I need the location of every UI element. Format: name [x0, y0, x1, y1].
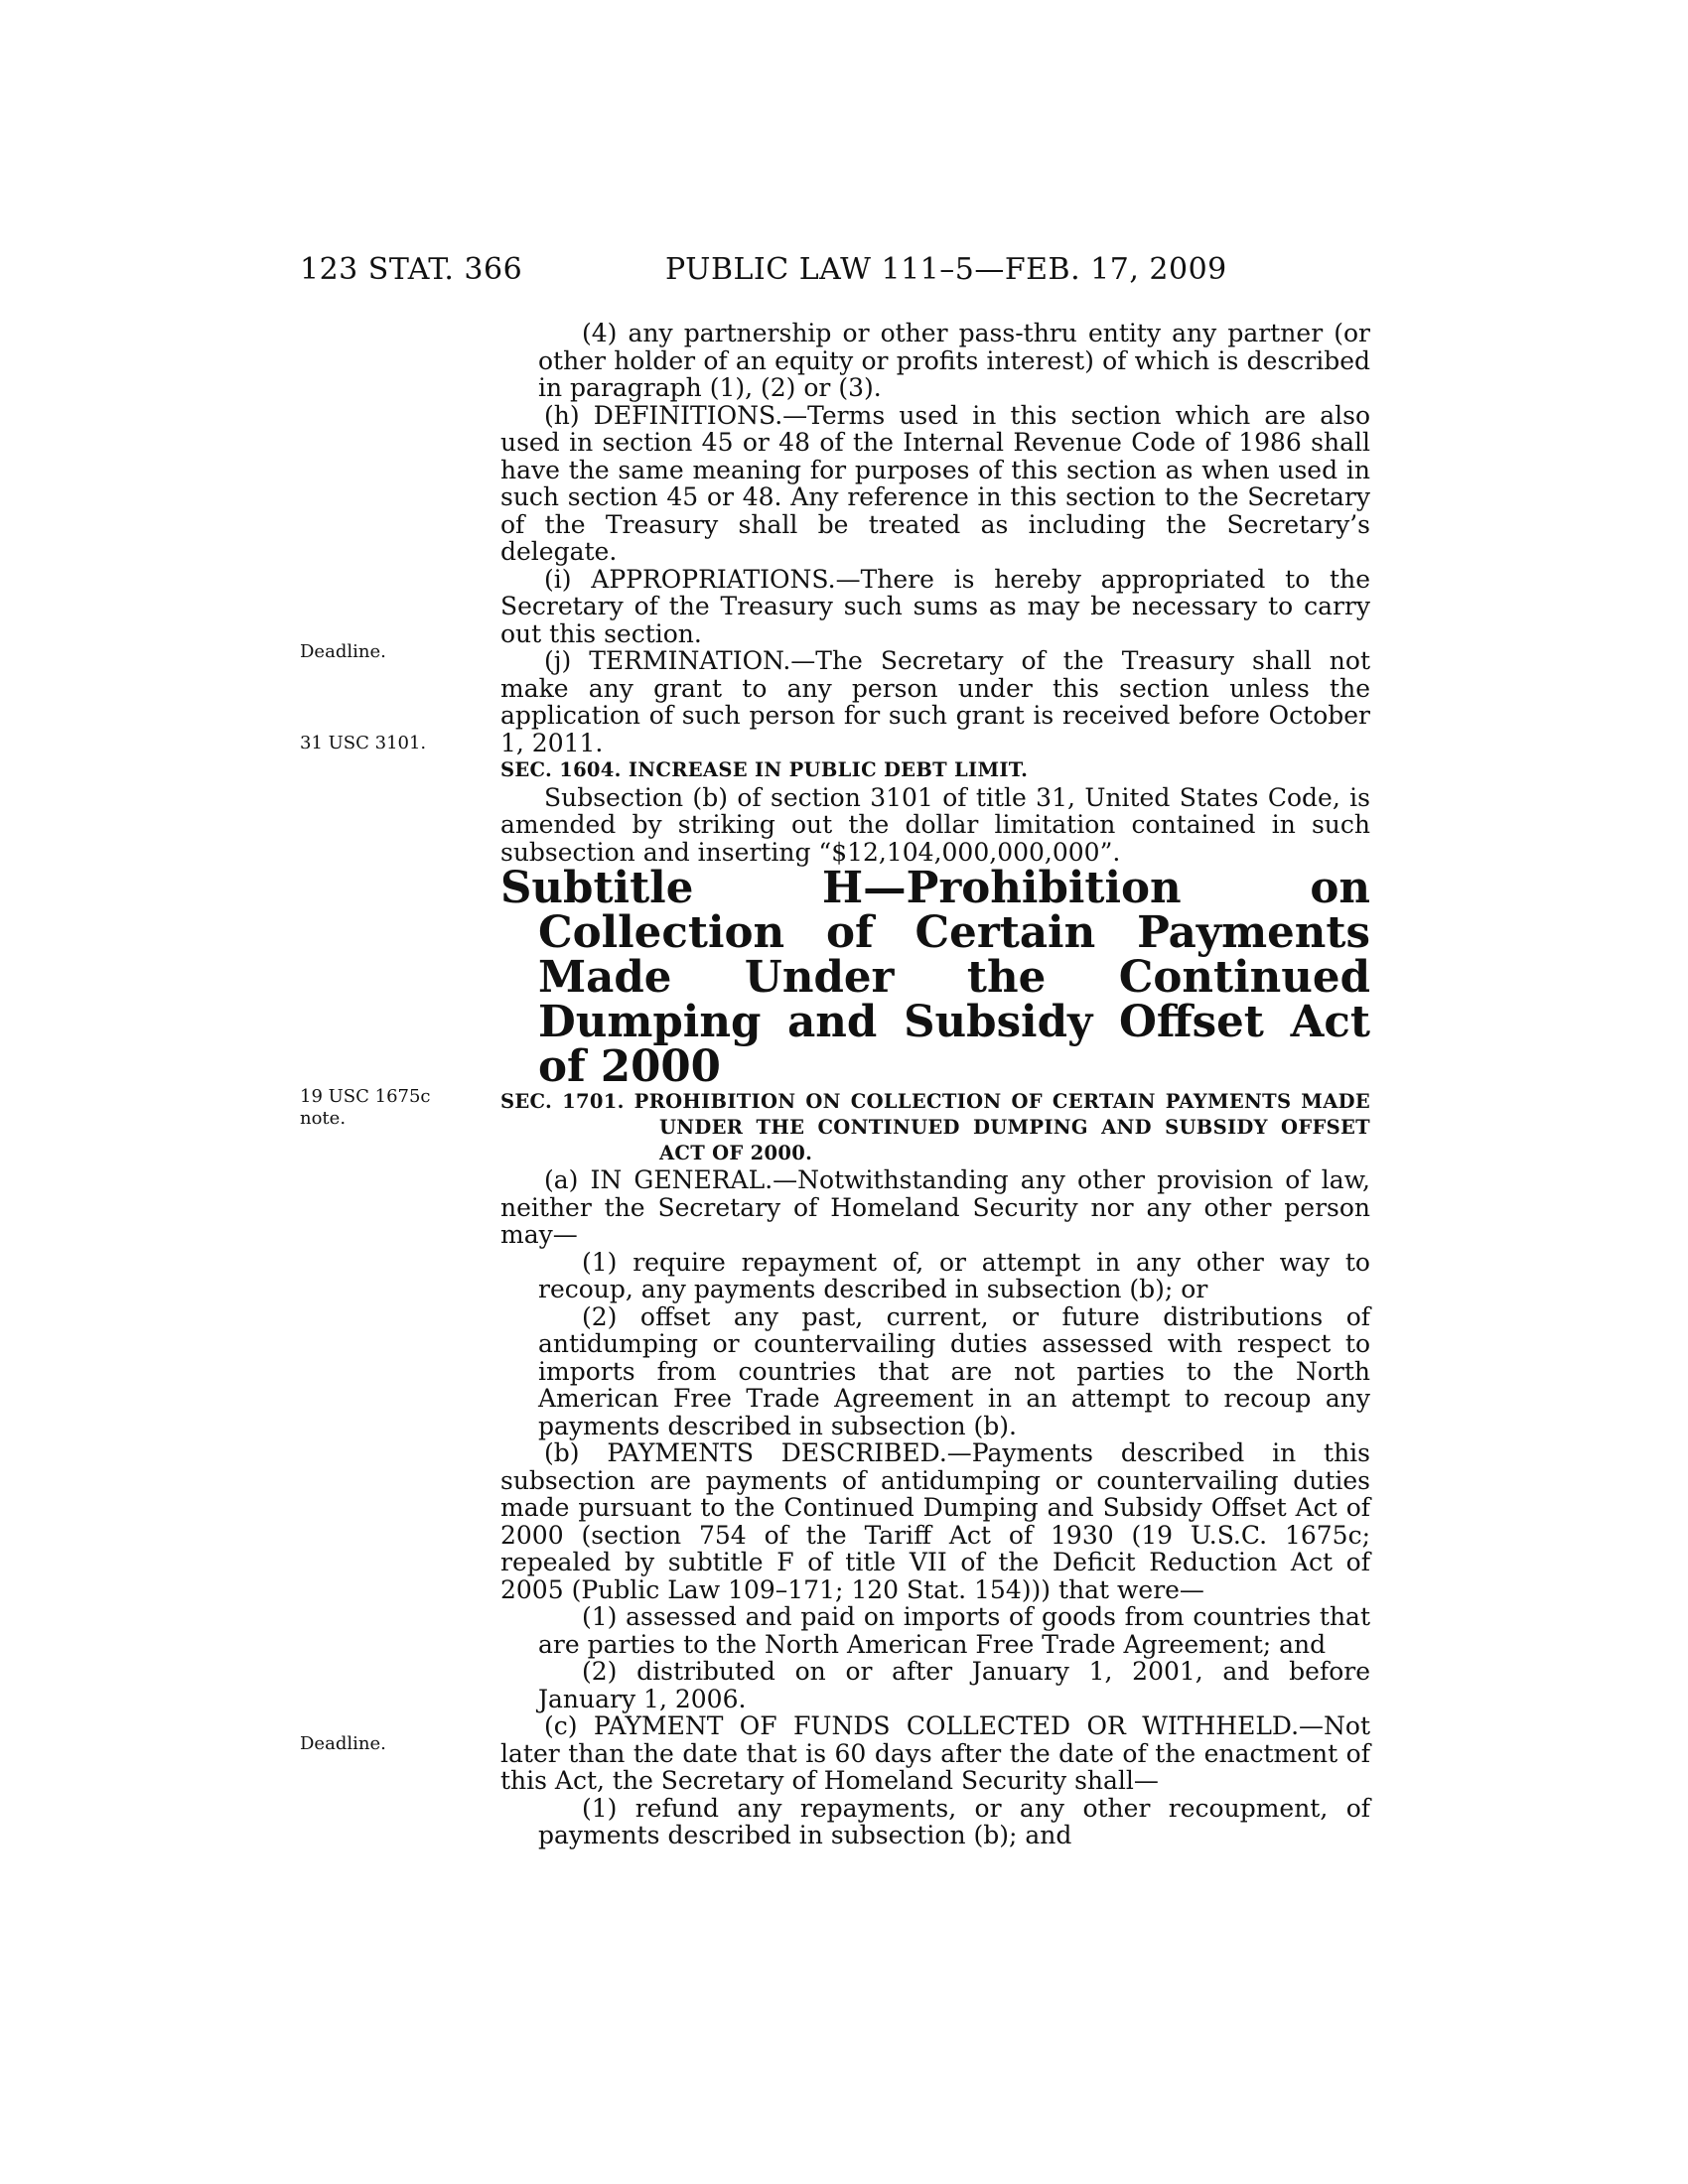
paragraph: (c) PAYMENT OF FUNDS COLLECTED OR WITHHELD.—Not later than the date that is 60 days after the date of the enactment of this Act, the Secretary of Homeland Security shall—: [500, 1711, 1370, 1795]
document-body: [500, 320, 1370, 1849]
paragraph: (1) assessed and paid on imports of goods from countries that are parties to the North American Free Trade Agreement; and: [538, 1602, 1370, 1659]
margin-note-usc-1675c: 19 USC 1675c: [300, 1086, 431, 1107]
running-header: PUBLIC LAW 111–5—FEB. 17, 2009: [665, 252, 1227, 287]
paragraph: (i) APPROPRIATIONS.—There is hereby appropriated to the Secretary of the Treasury such sums as may be necessary to carry out this section.: [500, 564, 1370, 648]
section-heading: SEC. 1604. INCREASE IN PUBLIC DEBT LIMIT.: [500, 758, 1029, 781]
paragraph: (1) refund any repayments, or any other recoupment, of payments described in subsection (b); and: [538, 1793, 1370, 1849]
margin-note-deadline: Deadline.: [300, 1733, 386, 1754]
subtitle-heading: Subtitle H—Prohibition on Collection of Certain Payments Made Under the Continued Dumping and Subsidy Offset Act of 2000: [500, 863, 1370, 1092]
statute-page-number: 123 STAT. 366: [300, 252, 523, 287]
paragraph: (a) IN GENERAL.—Notwithstanding any other provision of law, neither the Secretary of Homeland Security nor any other person may—: [500, 1165, 1370, 1249]
margin-note-note: note.: [300, 1108, 347, 1129]
paragraph: (1) require repayment of, or attempt in any other way to recoup, any payments described in subsection (b); or: [538, 1247, 1370, 1303]
paragraph: (2) distributed on or after January 1, 2001, and before January 1, 2006.: [538, 1657, 1370, 1713]
paragraph: (2) offset any past, current, or future distributions of antidumping or countervailing duties assessed with respect to imports from countries that are not parties to the North American Free Trade Agreement in an attempt to recoup any payments described in subsection (b).: [538, 1301, 1370, 1440]
section-heading: SEC. 1701. PROHIBITION ON COLLECTION OF CERTAIN PAYMENTS MADE UNDER THE CONTINUED DUMPING AND SUBSIDY OFFSET ACT OF 2000.: [500, 1090, 1370, 1164]
paragraph: (4) any partnership or other pass-thru entity any partner (or other holder of an equity or profits interest) of which is described in paragraph (1), (2) or (3).: [538, 319, 1370, 402]
paragraph: (j) TERMINATION.—The Secretary of the Treasury shall not make any grant to any person under this section unless the application of such person for such grant is received before October 1, 2011.: [500, 646, 1370, 757]
margin-note-usc-3101: 31 USC 3101.: [300, 733, 427, 753]
paragraph: (h) DEFINITIONS.—Terms used in this section which are also used in section 45 or 48 of the Internal Revenue Code of 1986 shall have the same meaning for purposes of this section as when used in such section 45 or 48. Any reference in this section to the Secretary of the Treasury shall be treated as including the Secretary’s delegate.: [500, 400, 1370, 566]
paragraph: Subsection (b) of section 3101 of title 31, United States Code, is amended by striking out the dollar limitation contained in such subsection and inserting “$12,104,000,000,000”.: [500, 782, 1370, 867]
paragraph: (b) PAYMENTS DESCRIBED.—Payments described in this subsection are payments of antidumping or countervailing duties made pursuant to the Continued Dumping and Subsidy Offset Act of 2000 (section 754 of the Tariff Act of 1930 (19 U.S.C. 1675c; repealed by subtitle F of title VII of the Deficit Reduction Act of 2005 (Public Law 109–171; 120 Stat. 154))) that were—: [500, 1438, 1370, 1604]
margin-note-deadline: Deadline.: [300, 641, 386, 662]
